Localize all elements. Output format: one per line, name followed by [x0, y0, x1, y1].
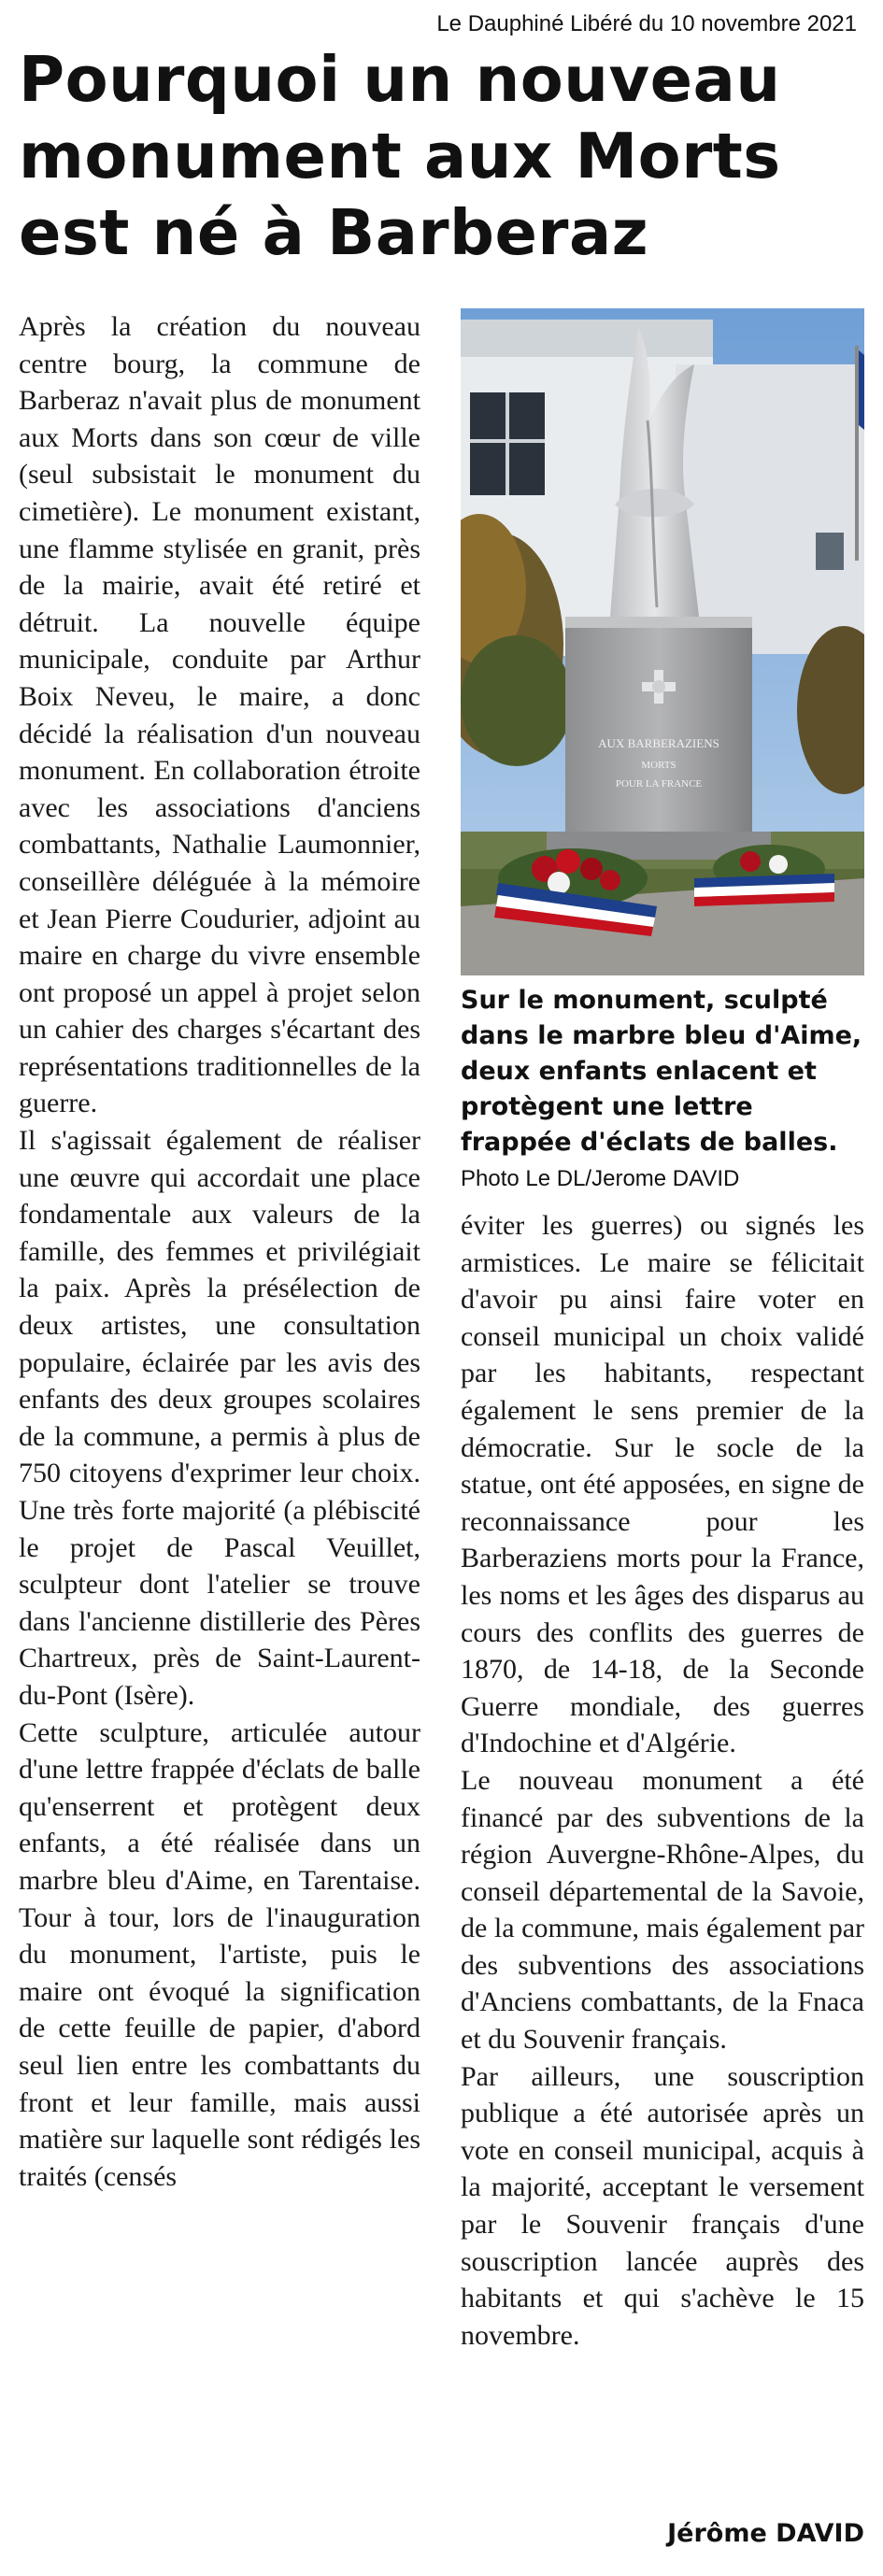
author-signature: Jérôme DAVID: [667, 2519, 864, 2548]
plaque-line-3: POUR LA FRANCE: [615, 778, 703, 790]
paragraph: Cette sculpture, articulée autour d'une lettre frappée d'éclats de balle qu'enserrent et protègent deux enfants, a été réalisée dans un marbre bleu d'Aime, en Tarentaise. Tour à tour, lors de l'inauguration du monument, l'artiste, puis le maire ont évoqué la signification de cette feuille de papier, d'abord seul lien entre les combattants du front et leur famille, mais aussi matière sur laquelle sont rédigés les traités (censés: [19, 1716, 420, 2192]
article-column-1: [19, 308, 420, 2195]
paragraph: éviter les guerres) ou signés les armistices. Le maire se félicitait d'avoir pu ainsi faire voter en conseil municipal un choix validé par les habitants, respectant également le sens premier de la démocratie. Sur le socle de la statue, ont été apposées, en signe de reconnaissance pour les Barberaziens morts pour la France, les noms et les âges des disparus au cours des conflits des guerres de 1870, de 14-18, de la Seconde Guerre mondiale, des guerres d'Indochine et d'Algérie.: [461, 1210, 864, 1759]
headline-line-2: monument aux Morts: [19, 120, 781, 192]
plaque-line-1: AUX BARBERAZIENS: [598, 736, 719, 750]
paragraph: Il s'agissait également de réaliser une œuvre qui accordait une place fondamentale aux valeurs de la famille, des femmes et privilégiait la paix. Après la présélection de deux artistes, une consultation populaire, éclairée par les avis des enfants des deux groupes scolaires de la commune, a permis à plus de 750 citoyens d'exprimer leur choix. Une très forte majorité (a plébiscité le projet de Pascal Veuillet, sculpteur dont l'atelier se trouve dans l'ancienne distillerie des Pères Chartreux, près de Saint-Laurent-du-Pont (Isère).: [19, 1125, 420, 1711]
paragraph: Par ailleurs, une souscription publique a été autorisée après un vote en conseil municipal, acquis à la majorité, acceptant le versement par le Souvenir français d'une souscription lancée auprès des habitants et qui s'achève le 15 novembre.: [461, 2060, 864, 2351]
headline-line-3: est né à Barberaz: [19, 196, 649, 269]
photo-credit: Photo Le DL/Jerome DAVID: [461, 1166, 740, 1191]
monument-photo-illustration: [461, 308, 864, 975]
paragraph: Après la création du nouveau centre bourg, la commune de Barberaz n'avait plus de monument aux Morts dans son cœur de ville (seul subsistait le monument du cimetière). Le monument existant, une flamme stylisée en granit, près de la mairie, avait été retiré et détruit. La nouvelle équipe municipale, conduite par Arthur Boix Neveu, le maire, a donc décidé la réalisation d'un nouveau monument. En collaboration étroite avec les associations d'anciens combattants, Nathalie Laumonnier, conseillère déléguée à la mémoire et Jean Pierre Coudurier, adjoint au maire en charge du vivre ensemble ont proposé un appel à projet selon un cahier des charges s'écartant des représentations traditionnelles de la guerre.: [19, 311, 420, 1119]
paragraph: Le nouveau monument a été financé par des subventions de la région Auvergne-Rhône-Alpes, du conseil départemental de la Savoie, de la commune, mais également par des subventions des associations d'Anciens combattants, de la Fnaca et du Souvenir français.: [461, 1764, 864, 2056]
photo-caption: [461, 983, 864, 1197]
source-line: Le Dauphiné Libéré du 10 novembre 2021: [436, 11, 857, 36]
article-column-2: [461, 1207, 864, 2354]
headline: [19, 41, 864, 271]
headline-line-1: Pourquoi un nouveau: [19, 43, 781, 116]
caption-text: Sur le monument, sculpté dans le marbre bleu d'Aime, deux enfants enlacent et protègent une lettre frappée d'éclats de balles.: [461, 986, 862, 1157]
plaque-line-2: MORTS: [641, 760, 676, 771]
monument-photo: [461, 308, 864, 975]
